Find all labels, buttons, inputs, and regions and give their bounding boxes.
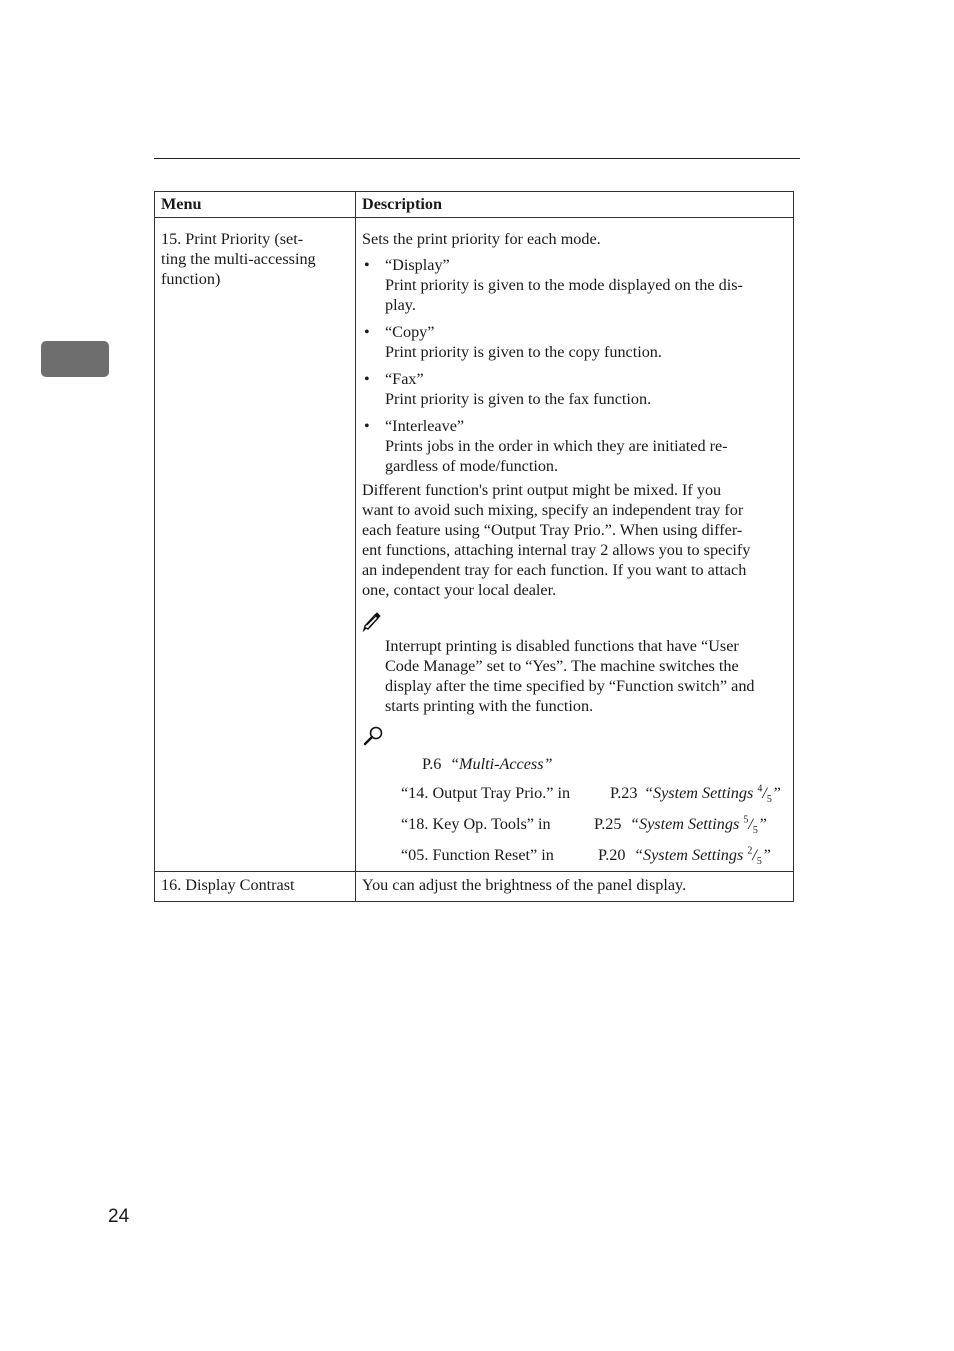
reference-sup: 5 [743, 814, 749, 826]
table-header-row [155, 192, 794, 218]
reference-page: P.25 [594, 815, 622, 833]
note-text [385, 636, 788, 716]
mixing-paragraph [362, 480, 788, 600]
reference-sup: 4 [757, 783, 763, 795]
reference-icon-row [362, 726, 788, 746]
description-cell-display-contrast: You can adjust the brightness of the panel display. [356, 872, 794, 902]
intro-text: Sets the print priority for each mode. [362, 230, 601, 248]
header-rule [154, 158, 800, 159]
reference-close: ” [771, 784, 781, 802]
mode-name: • “Fax” [385, 370, 424, 388]
reference-prefix: “05. Function Reset” in [401, 846, 554, 864]
list-item [362, 255, 788, 315]
menu-label-line: 15. Print Priority (set- [161, 230, 304, 248]
reference-sub: 5 [766, 794, 772, 806]
menu-column-header: Menu [155, 192, 356, 218]
paragraph-line: Different function's print output might be mixed. If you [362, 481, 722, 499]
mode-desc-line: Print priority is given to the mode displayed on the dis- [385, 276, 743, 294]
reference-sub: 5 [752, 825, 758, 837]
note-line: display after the time specified by “Function switch” and [385, 677, 755, 695]
reference-page: P.23 [610, 784, 638, 802]
reference-title: “Multi-Access” [450, 755, 553, 773]
menu-description-table [154, 191, 794, 902]
mode-list [362, 255, 788, 476]
paragraph-line: one, contact your local dealer. [362, 581, 557, 599]
menu-label-line: ting the multi-accessing [161, 250, 316, 268]
note-icon-row [362, 612, 788, 632]
note-line: Code Manage” set to “Yes”. The machine switches the [385, 657, 739, 675]
pencil-note-icon [362, 612, 382, 632]
mode-name: • “Interleave” [385, 417, 465, 435]
reference-prefix: “18. Key Op. Tools” in [401, 815, 551, 833]
reference-line [362, 754, 788, 774]
reference-title: “System Settings [634, 846, 748, 864]
reference-line: “14. Output Tray Prio.” in P.23 “System Settings $^4/_5$” [401, 783, 781, 806]
menu-label [161, 229, 349, 289]
reference-page: P.6 [422, 755, 442, 773]
menu-label-line: function) [161, 270, 221, 288]
reference-sub: 5 [756, 856, 762, 868]
description-cell-print-priority [356, 218, 794, 872]
mode-desc-line: Prints jobs in the order in which they are initiated re- [385, 437, 728, 455]
table-row-print-priority [155, 218, 794, 872]
note-line: Interrupt printing is disabled functions that have “User [385, 637, 739, 655]
mode-name: • “Display” [385, 256, 450, 274]
reference-title: “System Settings [630, 815, 744, 833]
note-line: starts printing with the function. [385, 697, 594, 715]
menu-cell-print-priority [155, 218, 356, 872]
magnifier-reference-icon [362, 726, 384, 746]
paragraph-line: ent functions, attaching internal tray 2 allows you to specify [362, 541, 751, 559]
mode-name: • “Copy” [385, 323, 435, 341]
paragraph-line: want to avoid such mixing, specify an independent tray for [362, 501, 744, 519]
list-item [362, 416, 788, 476]
reference-title: “System Settings [644, 784, 758, 802]
paragraph-line: an independent tray for each function. If you want to attach [362, 561, 747, 579]
reference-prefix: “14. Output Tray Prio.” in [401, 784, 571, 802]
reference-line: “18. Key Op. Tools” in P.25 “System Settings $^5/_5$” [401, 814, 767, 837]
reference-close: ” [757, 815, 767, 833]
reference-close: ” [761, 846, 771, 864]
menu-cell-display-contrast: 16. Display Contrast [155, 872, 356, 902]
reference-line: “05. Function Reset” in P.20 “System Settings $^2/_5$” [401, 845, 771, 868]
mode-desc-line: Print priority is given to the fax function. [385, 390, 652, 408]
chapter-tab [41, 341, 109, 377]
table-row-display-contrast [155, 872, 794, 902]
page-number: 24 [108, 1206, 130, 1227]
mode-desc-line: play. [385, 296, 416, 314]
paragraph-line: each feature using “Output Tray Prio.”. When using differ- [362, 521, 743, 539]
reference-sup: 2 [747, 845, 753, 857]
description-column-header: Description [356, 192, 794, 218]
list-item [362, 322, 788, 362]
mode-desc-line: gardless of mode/function. [385, 457, 559, 475]
list-item [362, 369, 788, 409]
reference-page: P.20 [598, 846, 626, 864]
mode-desc-line: Print priority is given to the copy function. [385, 343, 662, 361]
